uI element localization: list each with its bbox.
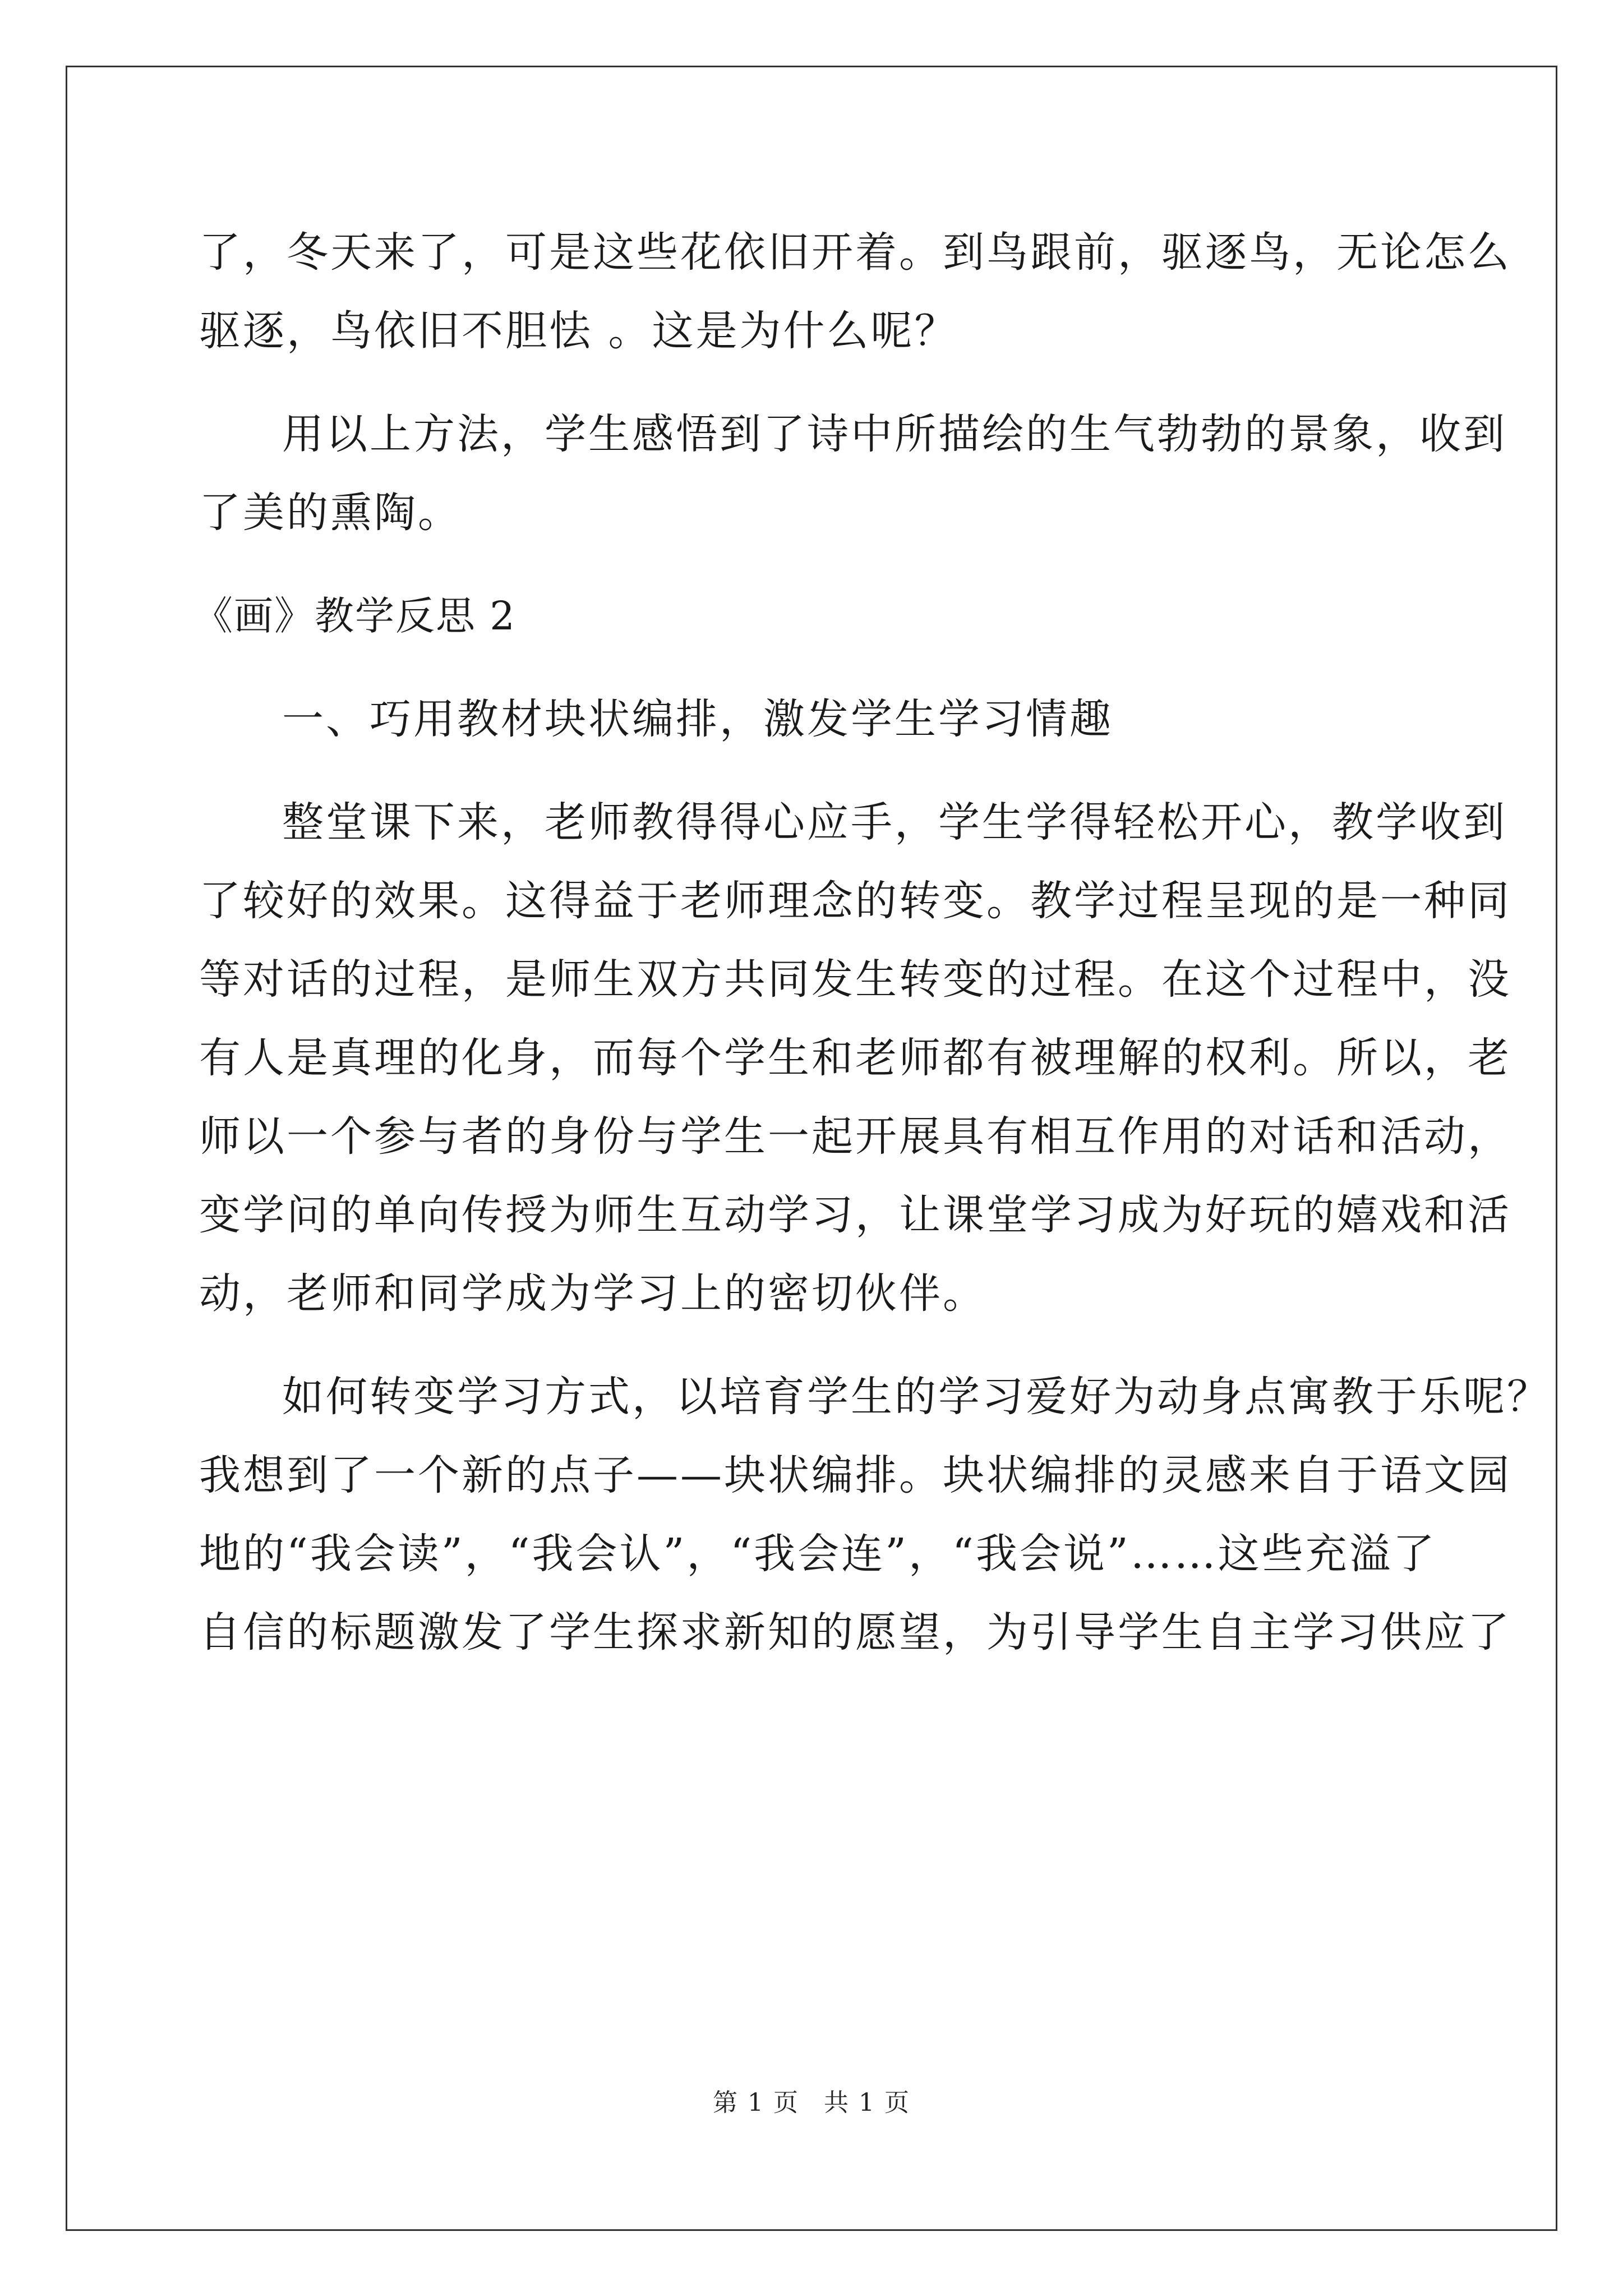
text-line: 用以上方法，学生感悟到了诗中所描绘的生气勃勃的景象，收到: [282, 410, 1507, 458]
text-line: 地的“我会读”，“我会认”，“我会连”，“我会说”……这些充溢了: [199, 1530, 1437, 1578]
text-line: 等对话的过程，是师生双方共同发生转变的过程。在这个过程中，没: [199, 955, 1511, 1004]
paragraph: [199, 395, 1507, 552]
page-number: 第 1 页: [713, 2088, 799, 2117]
text-line: 整堂课下来，老师教得得心应手，学生学得轻松开心，教学收到: [282, 798, 1507, 846]
paragraph: [199, 783, 1511, 1333]
text-line: 如何转变学习方式，以培育学生的学习爱好为动身点寓教于乐呢？: [282, 1373, 1551, 1421]
text-line: 师以一个参与者的身份与学生一起开展具有相互作用的对话和活动，: [199, 1112, 1511, 1161]
heading-line: 《画》教学反思 2: [193, 593, 516, 639]
paragraph: [199, 1358, 1551, 1672]
text-line: 我想到了一个新的点子——块状编排。块状编排的灵感来自于语文园: [199, 1451, 1511, 1499]
text-line: 了美的熏陶。: [199, 489, 462, 537]
text-line: 一、巧用教材块状编排，激发学生学习情趣: [282, 695, 1113, 743]
text-line: 有人是真理的化身，而每个学生和老师都有被理解的权利。所以，老: [199, 1034, 1511, 1082]
page-footer: [0, 2082, 1623, 2118]
text-line: 了较好的效果。这得益于老师理念的转变。教学过程呈现的是一种同: [199, 877, 1511, 925]
text-line: 变学问的单向传授为师生互动学习，让课堂学习成为好玩的嬉戏和活: [199, 1191, 1511, 1239]
paragraph: [199, 213, 1511, 370]
paragraph: [199, 680, 1433, 758]
section-heading: [193, 577, 1433, 655]
document-body: [193, 213, 1551, 1672]
page-total: 共 1 页: [824, 2088, 910, 2117]
text-line: 了，冬天来了，可是这些花依旧开着。到鸟跟前，驱逐鸟，无论怎么: [199, 228, 1511, 277]
text-line: 动，老师和同学成为学习上的密切伙伴。: [199, 1269, 986, 1318]
text-line: 驱逐，鸟依旧不胆怯 。这是为什么呢？: [199, 307, 958, 355]
text-line: 自信的标题激发了学生探求新知的愿望，为引导学生自主学习供应了: [199, 1608, 1511, 1657]
